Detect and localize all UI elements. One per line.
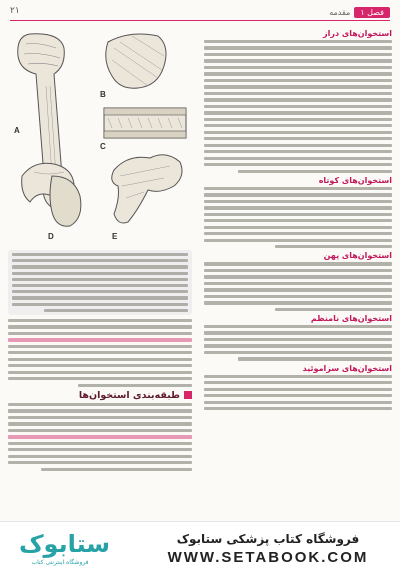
figure-label-c: C xyxy=(100,142,106,151)
figure-label-a: A xyxy=(14,126,20,135)
irregular-bone-drawing xyxy=(22,163,81,226)
chapter-tag xyxy=(329,5,390,19)
paragraph-left-1 xyxy=(8,319,192,387)
heading-bone-classification: طبقه‌بندی استخوان‌ها xyxy=(8,390,192,401)
figure-label-d: D xyxy=(48,232,54,241)
chapter-label: فصل ۱ xyxy=(354,7,390,18)
right-column xyxy=(204,26,392,518)
chapter-sub: مقدمه xyxy=(329,7,351,17)
setabook-logo[interactable] xyxy=(10,530,110,574)
figure-caption xyxy=(8,250,192,315)
page-number: ۲۱ xyxy=(10,6,20,16)
heading-marker xyxy=(184,391,192,399)
paragraph-classification xyxy=(8,403,192,471)
logo-subtitle: فروشگاه اینترنتی کتاب xyxy=(31,559,89,566)
store-name: فروشگاه کتاب پزشکی ستابوک xyxy=(176,532,360,546)
page-header xyxy=(10,5,390,21)
paragraph-irregular-bones xyxy=(204,325,392,361)
store-info xyxy=(148,532,388,566)
paragraph-flat-bones xyxy=(204,262,392,311)
heading-irregular-bones: استخوان‌های نامنظم xyxy=(310,314,392,323)
paragraph-short-bones xyxy=(204,187,392,249)
bone-illustrations xyxy=(8,26,194,248)
heading-short-bones: استخوان‌های کوتاه xyxy=(318,175,392,185)
paragraph-long-bones xyxy=(204,40,392,173)
paragraph-sesamoid-bones xyxy=(204,375,392,411)
figure-label-e: E xyxy=(112,232,118,241)
header-rule xyxy=(10,20,390,21)
bone-types-figure xyxy=(8,26,194,248)
logo-mark: ستابوک xyxy=(18,530,110,558)
figure-label-b: B xyxy=(100,90,106,99)
heading-long-bones: استخوان‌های دراز xyxy=(323,29,392,38)
short-bone-drawing xyxy=(106,34,166,88)
flat-bone-drawing xyxy=(104,108,186,138)
heading-sesamoid-bones: استخوان‌های سزاموئید xyxy=(302,363,392,373)
shop-banner xyxy=(0,521,400,581)
sesamoid-bone-drawing xyxy=(112,155,182,223)
heading-flat-bones: استخوان‌های پهن xyxy=(323,251,392,261)
store-url[interactable]: WWW.SETABOOK.COM xyxy=(167,549,369,566)
left-column xyxy=(8,250,192,518)
